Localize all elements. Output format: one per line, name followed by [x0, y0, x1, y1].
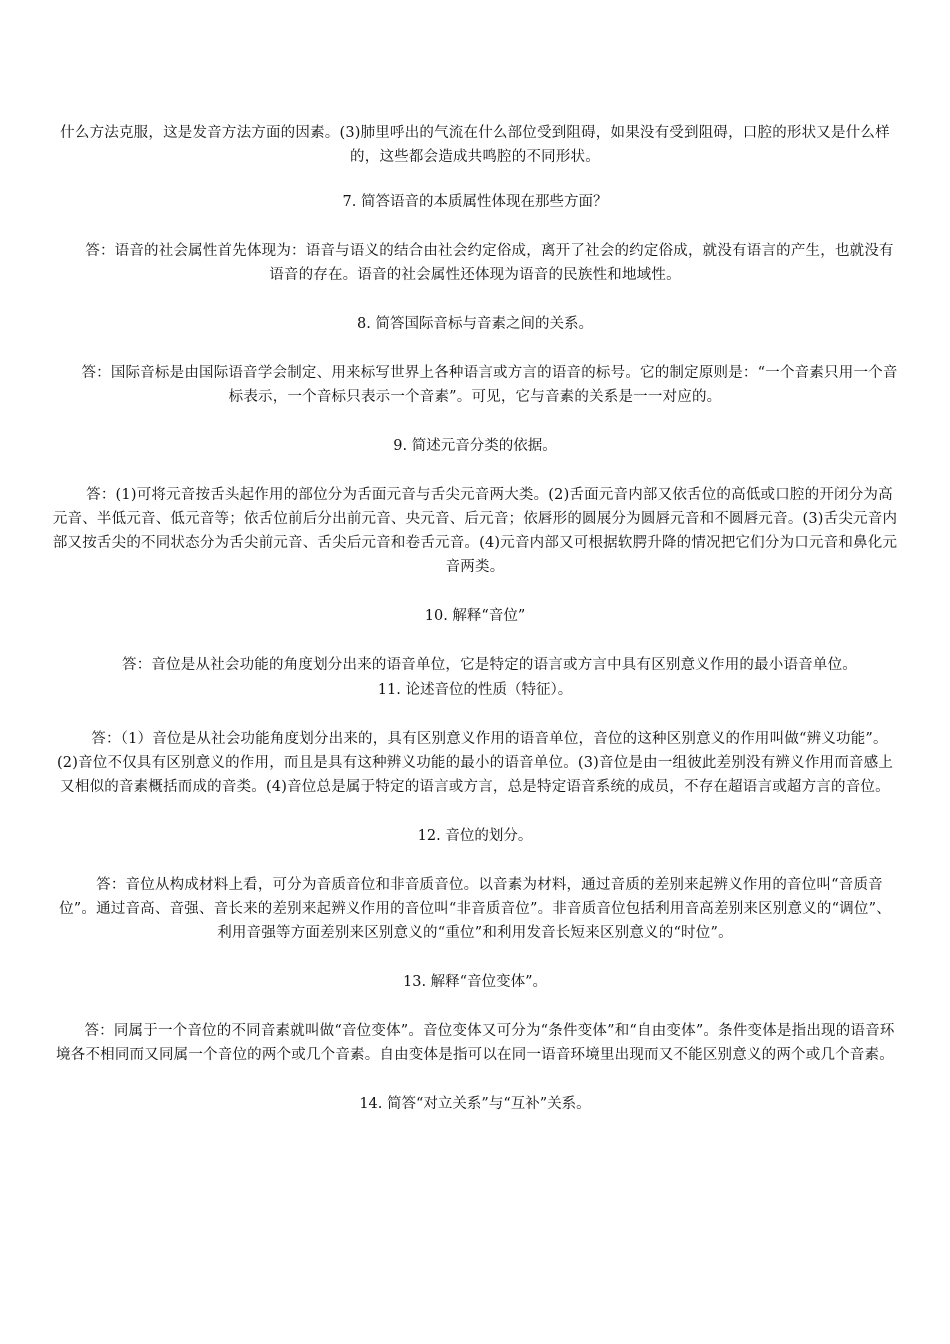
answer-9-paragraph: 答：(1)可将元音按舌头起作用的部位分为舌面元音与舌尖元音两大类。(2)舌面元音内部又依舌位的高低或口腔的开闭分为高元音、半低元音、低元音等；依舌位前后分出前元音、央元音、后元音；依唇形的圆展分为圆唇元音和不圆唇元音。(3)舌尖元音内部又按舌尖的不同状态分为舌尖前元音、舌尖后元音和卷舌元音。(4)元音内部又可根据软腭升降的情况把它们分为口元音和鼻化元音两类。 — [52, 487, 898, 575]
question-11-heading: 11. 论述音位的性质（特征）。 — [377, 682, 573, 698]
answer-13-paragraph: 答：同属于一个音位的不同音素就叫做“音位变体”。音位变体又可分为“条件变体”和“自由变体”。条件变体是指出现的语音环境各不相同而又同属一个音位的两个或几个音素。自由变体是指可以在同一语音环境里出现而又不能区别意义的两个或几个音素。 — [56, 1023, 895, 1063]
question-10-heading: 10. 解释“音位” — [424, 608, 526, 624]
paragraph-continued: 什么方法克服，这是发音方法方面的因素。(3)肺里呼出的气流在什么部位受到阻碍，如果没有受到阻碍，口腔的形状又是什么样的，这些都会造成共鸣腔的不同形状。 — [60, 125, 890, 165]
answer-10-paragraph: 答：音位是从社会功能的角度划分出来的语音单位，它是特定的语言或方言中具有区别意义作用的最小语音单位。 — [122, 657, 857, 673]
answer-12-paragraph: 答：音位从构成材料上看，可分为音质音位和非音质音位。以音素为材料，通过音质的差别来起辨义作用的音位叫“音质音位”。通过音高、音强、音长来的差别来起辨义作用的音位叫“非音质音位”。非音质音位包括利用音高差别来区别意义的“调位”、利用音强等方面差别来区别意义的“重位”和利用发音长短来区别意义的“时位”。 — [59, 877, 891, 941]
answer-11-paragraph: 答：（1）音位是从社会功能角度划分出来的，具有区别意义作用的语音单位，音位的这种区别意义的作用叫做“辨义功能”。(2)音位不仅具有区别意义的作用，而且是具有这种辨义功能的最小的语音单位。(3)音位是由一组彼此差别没有辨义作用而音感上又相似的音素概括而成的音类。(4)音位总是属于特定的语言或方言，总是特定语音系统的成员，不存在超语言或超方言的音位。 — [56, 731, 894, 795]
question-7-heading: 7. 简答语音的本质属性体现在那些方面？ — [342, 194, 608, 210]
answer-8-paragraph: 答：国际音标是由国际语音学会制定、用来标写世界上各种语言或方言的语音的标号。它的制定原则是：“一个音素只用一个音标表示，一个音标只表示一个音素”。可见，它与音素的关系是一一对应的。 — [81, 365, 898, 405]
document-body — [52, 121, 898, 1116]
question-9-heading: 9. 简述元音分类的依据。 — [393, 438, 557, 454]
answer-7-paragraph: 答：语音的社会属性首先体现为：语音与语义的结合由社会约定俗成，离开了社会的约定俗成，就没有语言的产生，也就没有语音的存在。语音的社会属性还体现为语音的民族性和地域性。 — [85, 243, 894, 283]
question-13-heading: 13. 解释“音位变体”。 — [403, 974, 547, 990]
question-8-heading: 8. 简答国际音标与音素之间的关系。 — [357, 316, 593, 332]
question-12-heading: 12. 音位的划分。 — [417, 828, 533, 844]
question-14-heading: 14. 简答“对立关系”与“互补”关系。 — [359, 1096, 591, 1112]
